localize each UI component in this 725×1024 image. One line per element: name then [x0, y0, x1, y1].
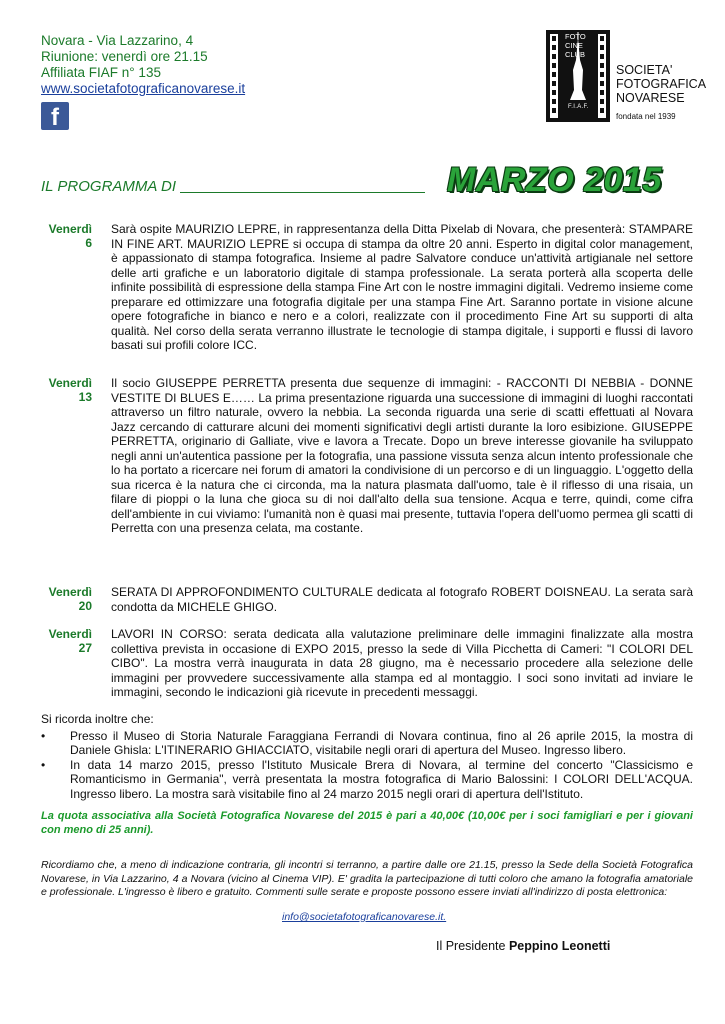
address: Novara - Via Lazzarino, 4 [41, 33, 194, 48]
event-date: Venerdì 20 [48, 585, 92, 613]
logo-club-text: FOTO CINE CLUB [565, 32, 586, 59]
event-description: SERATA DI APPROFONDIMENTO CULTURALE dedicata al fotografo ROBERT DOISNEAU. La serata sarà condotta da MICHELE GHIGO. [111, 585, 693, 614]
list-item: • In data 14 marzo 2015, presso l'Istituto Musicale Brera di Novara, al termine del concerto "Classicismo e Romanticismo in Germania", verrà presentata la mostra fotografica di Mario Balossini: I COLORI DELL'ACQUA. Ingresso libero. La mostra sarà visitabile fino al 24 marzo 2015 negli orari di apertura dell'Istituto. [41, 757, 693, 801]
program-month: MARZO 2015 [447, 161, 662, 199]
notes-list [41, 729, 693, 802]
header-info [41, 33, 245, 97]
event-description: Sarà ospite MAURIZIO LEPRE, in rappresentanza della Ditta Pixelab di Novara, che presenterà: STAMPARE IN FINE ART. MAURIZIO LEPRE si occupa di stampa da oltre 20 anni. Esperto in digital color management, è appassionato di stampa fotografica. Insieme al padre Salvatore conduce un'attività artigianale nel settore delle arti grafiche e un laboratorio digitale di stampa professionale. La serata porterà alla scoperta delle infinite possibilità di espressione della stampa Fine Art con le nostre immagini digitali. Vedremo insieme come preparare ed ottimizzare una fotografia digitale per una stampa Fine Art. Saranno portate in visione alcune opere fotografiche in bianco e nero e a colori, realizzate con il procedimento Fine Art su supporti di alta qualità. Nel corso della serata verranno illustrate le tecnologie di stampa digitale, i supporti e flussi di lavoro basati sui profili colore ICC. [111, 222, 693, 352]
title-underline [180, 178, 425, 193]
facebook-icon[interactable]: f [41, 102, 69, 130]
event-description: LAVORI IN CORSO: serata dedicata alla valutazione preliminare delle immagini finalizzate alla mostra collettiva prevista in occasione di EXPO 2015, presso la sede di Villa Picchetta di Cameri: "I COLORI DEL CIBO". La mostra verrà inaugurata in data 28 giugno, ma è necessario procedere alla selezione delle immagini per provvedere successivamente alla stampa ed al montaggio. I soci sono invitati ad inviare le immagini, secondo le indicazioni già ricevute in precedenti messaggi. [111, 627, 693, 699]
list-item: • Presso il Museo di Storia Naturale Faraggiana Ferrandi di Novara continua, fino al 26 aprile 2015, la mostra di Daniele Ghisla: L'ITINERARIO GHIACCIATO, visitabile negli orari di apertura del Museo. Ingresso libero. [41, 728, 693, 757]
signature-role: Il Presidente [436, 939, 506, 953]
notes-intro: Si ricorda inoltre che: [41, 712, 154, 726]
website-link[interactable]: www.societafotograficanovarese.it [41, 81, 246, 96]
affiliation: Affiliata FIAF n° 135 [41, 65, 161, 80]
event-description: Il socio GIUSEPPE PERRETTA presenta due sequenze di immagini: - RACCONTI DI NEBBIA - DONNE VESTITE DI BLUES E…… La prima presentazione riguarda una successione di immagini di luoghi raccontati attraverso un filtro naturale, ovvero la nebbia. La seconda riguarda una serie di scatti effettuati al Novara Jazz cercando di catturare alcuni dei momenti significativi degli artisti durante la loro esibizione. GIUSEPPE PERRETTA, originario di Galliate, vive e lavora a Trecate. Dopo un breve interesse giovanile ha sviluppato negli anni un'autentica passione per la fotografia, una passione vissuta senza alcun intento professionale che lo ha portato a ricercare nei forum di amatori la condivisione di un percorso e di un linguaggio. L'oggetto della sua ricerca è la natura che ci circonda, ma la natura plasmata dall'uomo, tale è il riflesso di una risaia, un filare di pioppi o la luna che gioca su di noi dall'alto della sua tensione. Acqua e terre, quindi, come cifra dell'ambiente in cui viviamo: l'umanità non è quasi mai presente, tuttavia l'opera dell'uomo permea gli scatti di Perretta con una presenza celata, ma costante. [111, 376, 693, 535]
event-date: Venerdì 13 [48, 376, 92, 404]
notes-section [41, 712, 693, 801]
program-title: IL PROGRAMMA DI [41, 178, 425, 195]
logo-society-name: SOCIETA' FOTOGRAFICA NOVARESE [616, 63, 707, 105]
email-link[interactable]: info@societafotograficanovarese.it. [282, 911, 447, 923]
bullet-icon: • [41, 728, 46, 743]
bullet-icon: • [41, 757, 46, 772]
signature [436, 939, 610, 953]
membership-fee-note: La quota associativa alla Società Fotografica Novarese del 2015 è pari a 40,00€ (10,00€ per i soci famigliari e per i giovani con meno di 25 anni). [41, 810, 693, 836]
logo-fiaf-text: F.I.A.F. [568, 104, 589, 110]
club-logo [546, 30, 706, 130]
logo-founded: fondata nel 1939 [616, 112, 676, 121]
meeting-time: Riunione: venerdì ore 21.15 [41, 49, 208, 64]
meeting-reminder: Ricordiamo che, a meno di indicazione contraria, gli incontri si terranno, a partire dalle ore 21.15, presso la Sede della Società Fotografica Novarese, in Via Lazzarino, 4 a Novara (vicino al Cinema VIP). E' gradita la partecipazione di tutti coloro che amano la fotografia amatoriale e professionale. L'ingresso è libero e gratuito. Commenti sulle serate e proposte possono essere inviati all'indirizzo di posta elettronica: [41, 859, 693, 898]
event-date: Venerdì 6 [48, 222, 92, 250]
event-date: Venerdì 27 [48, 627, 92, 655]
signature-name: Peppino Leonetti [508, 939, 611, 953]
